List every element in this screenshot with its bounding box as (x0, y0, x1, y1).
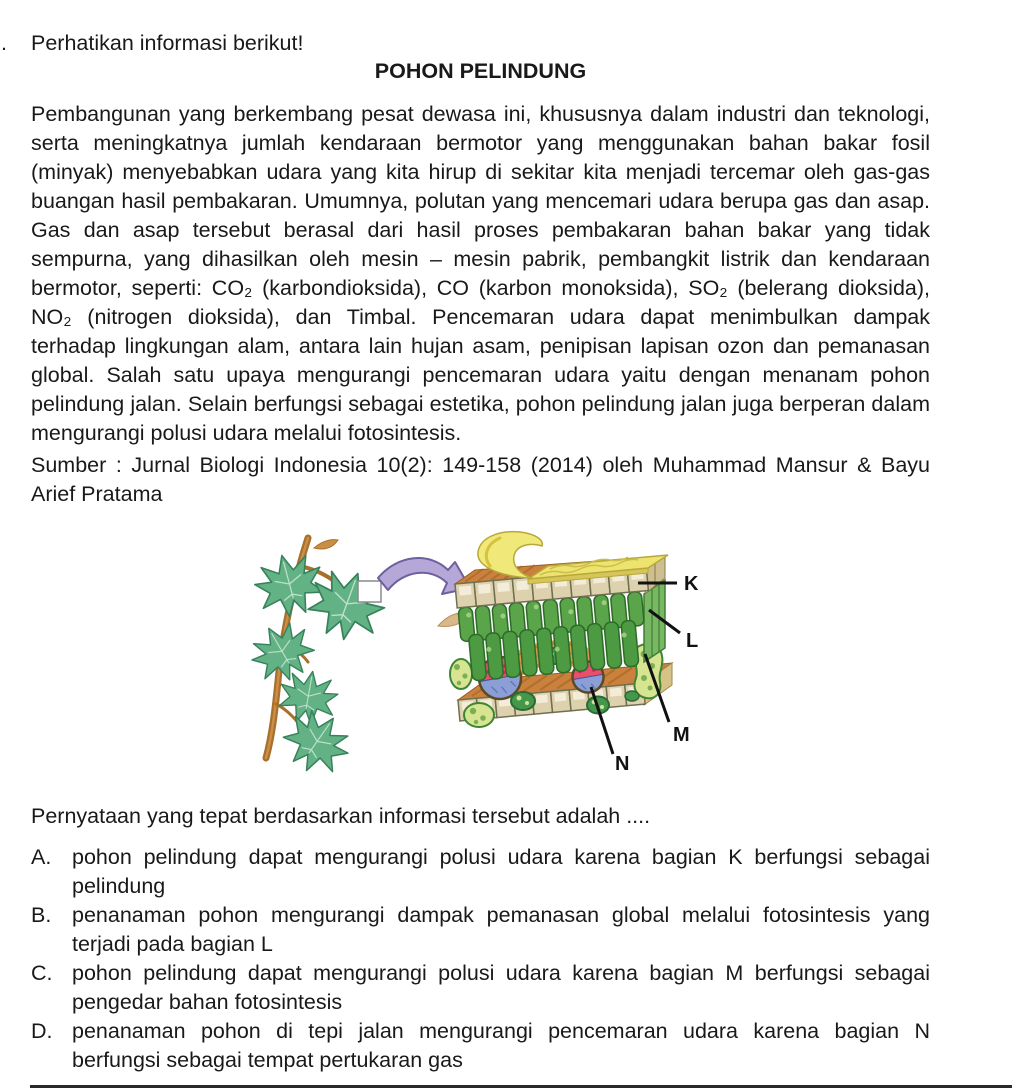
question-text: Pernyataan yang tepat berdasarkan informasi tersebut adalah .... (31, 804, 651, 828)
page-title: POHON PELINDUNG (374, 59, 587, 83)
option-label: B. (31, 903, 52, 927)
cross-section-block (450, 532, 699, 775)
option-text: pohon pelindung dapat mengurangi polusi udara karena bagian K berfungsi sebagai pelindung (72, 845, 930, 898)
option-label: A. (31, 845, 52, 869)
option-text: penanaman pohon di tepi jalan mengurangi pencemaran udara karena bagian N berfungsi sebagai tempat pertukaran gas (72, 1019, 930, 1072)
option-row-a (31, 843, 930, 901)
label-L: L (686, 630, 699, 652)
label-M: M (673, 724, 690, 746)
label-N: N (615, 753, 630, 775)
option-text: pohon pelindung dapat mengurangi polusi udara karena bagian M berfungsi sebagai pengedar bahan fotosintesis (72, 961, 930, 1014)
bottom-divider-line (30, 1085, 1012, 1088)
source-citation: Sumber : Jurnal Biologi Indonesia 10(2): 149-158 (2014) oleh Muhammad Mansur & Bayu Arief Pratama (31, 453, 930, 506)
option-text: penanaman pohon mengurangi dampak pemanasan global melalui fotosintesis yang terjadi pada bagian L (72, 903, 930, 956)
label-K: K (684, 573, 699, 595)
question-prompt: Perhatikan informasi berikut! (31, 31, 304, 55)
leaf-cross-section-figure (228, 526, 733, 811)
magnified-region-square (358, 581, 381, 602)
option-label: D. (31, 1019, 53, 1043)
options-list (31, 843, 930, 1075)
question-number-marker: . (1, 31, 7, 55)
body-paragraph: Pembangunan yang berkembang pesat dewasa ini, khususnya dalam industri dan teknologi, serta meningkatnya jumlah kendaraan bermotor yang menggunakan bahan bakar fosil (minyak) menyebabkan udara yang kita hirup di sekitar kita menjadi tercemar oleh gas-gas buangan hasil pembakaran. Umumnya, polutan yang mencemari udara berupa gas dan asap. Gas dan asap tersebut berasal dari hasil proses pembakaran bahan bakar yang tidak sempurna, yang dihasilkan oleh mesin – mesin pabrik, pembangkit listrik dan kendaraan bermotor, seperti: CO₂ (karbondioksida), CO (karbon monoksida), SO₂ (belerang dioksida), NO₂ (nitrogen dioksida), dan Timbal. Pencemaran udara dapat menimbulkan dampak terhadap lingkungan alam, antara lain hujan asam, penipisan lapisan ozon dan pemanasan global. Salah satu upaya mengurangi pencemaran udara yaitu dengan menanam pohon pelindung jalan. Selain berfungsi sebagai estetika, pohon pelindung jalan juga berperan dalam mengurangi polusi udara melalui fotosintesis. (31, 102, 930, 445)
option-label: C. (31, 961, 53, 985)
leaf-cross-section-diagram (228, 526, 733, 811)
option-row-b (31, 901, 930, 959)
option-row-d (31, 1017, 930, 1075)
question-header-line (0, 29, 1012, 58)
option-row-c (31, 959, 930, 1017)
